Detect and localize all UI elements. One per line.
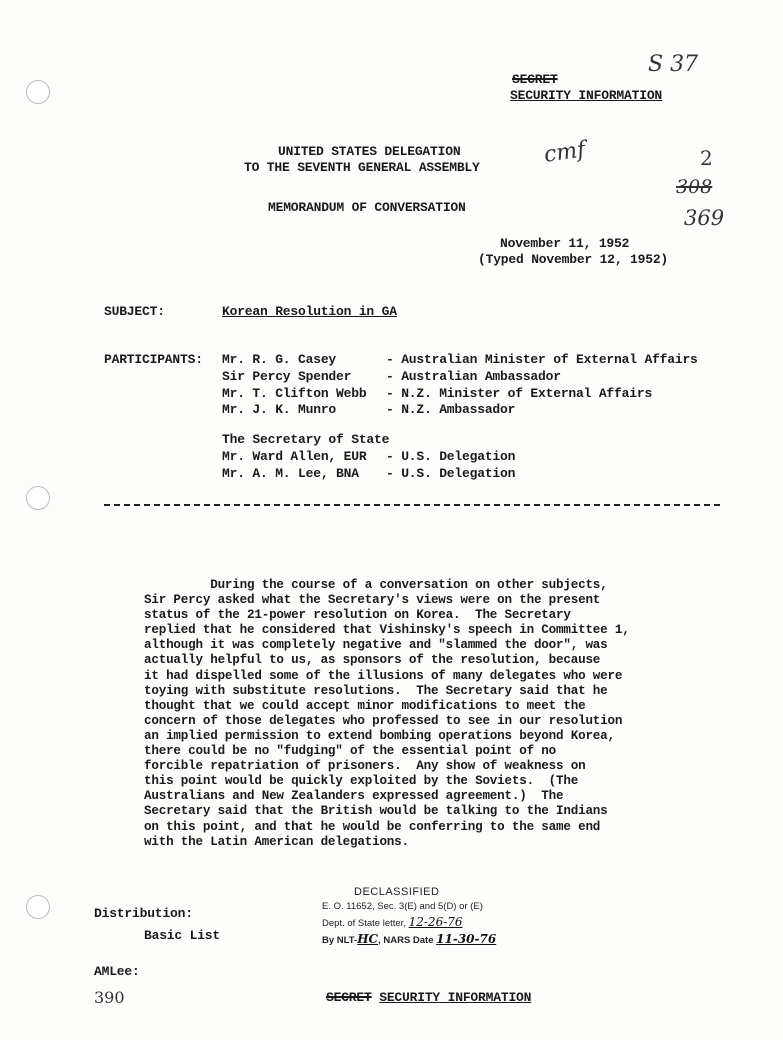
handwritten-number-2: 2 xyxy=(700,146,713,170)
stamp-line-nlt xyxy=(322,932,542,946)
stamp-letter-date: 12-26-76 xyxy=(408,915,463,929)
separator-dashed-line xyxy=(104,504,720,506)
body-line: there could be no "fudging" of the essential point of no xyxy=(144,744,557,759)
body-line: an implied permission to extend bombing operations beyond Korea, xyxy=(144,728,615,743)
handwritten-number-369: 369 xyxy=(684,206,725,230)
body-line: with the Latin American delegations. xyxy=(144,834,409,849)
participant-name: Mr. J. K. Munro xyxy=(222,402,337,417)
participant-role: - N.Z. Minister of External Affairs xyxy=(386,386,653,401)
declassification-stamp xyxy=(322,886,542,949)
memo-typed-date: (Typed November 12, 1952) xyxy=(478,252,669,267)
participants-label: PARTICIPANTS: xyxy=(104,352,203,367)
body-line: During the course of a conversation on other subjects, xyxy=(144,578,608,592)
body-line: status of the 21-power resolution on Korea. The Secretary xyxy=(144,608,571,623)
classification-bottom xyxy=(326,990,531,1005)
drafter-initials: AMLee: xyxy=(94,964,140,979)
participant-name: Mr. Ward Allen, EUR xyxy=(222,449,367,464)
body-line: although it was completely negative and "slammed the door", was xyxy=(144,638,608,653)
subject-label: SUBJECT: xyxy=(104,304,165,319)
participants-group2-header: The Secretary of State xyxy=(222,432,390,447)
header-line-2: TO THE SEVENTH GENERAL ASSEMBLY xyxy=(244,160,480,175)
body-line: forcible repatriation of prisoners. Any show of weakness on xyxy=(144,759,586,774)
header-line-1: UNITED STATES DELEGATION xyxy=(278,144,461,159)
handwritten-number-s37: S 37 xyxy=(648,52,699,77)
body-line: toying with substitute resolutions. The Secretary said that he xyxy=(144,683,608,698)
body-line: on this point, and that he would be conferring to the same end xyxy=(144,819,601,834)
stamp-line-eo: E. O. 11652, Sec. 3(E) and 5(D) or (E) xyxy=(322,901,483,912)
body-line: Australians and New Zealanders expressed agreement.) The xyxy=(144,789,564,804)
participant-role: - Australian Minister of External Affairs xyxy=(386,352,698,367)
handwritten-number-308: 308 xyxy=(676,176,713,198)
participant-name: Mr. T. Clifton Webb xyxy=(222,386,367,401)
body-line: it had dispelled some of the illusions of many delegates who were xyxy=(144,668,623,683)
classification-bottom-label: SECURITY INFORMATION xyxy=(379,990,532,1005)
memo-body xyxy=(144,578,664,850)
body-line: concern of those delegates who professed to see in our resolution xyxy=(144,713,623,728)
punch-hole-middle xyxy=(26,486,50,510)
participant-name: Sir Percy Spender xyxy=(222,369,352,384)
stamp-line-letter xyxy=(322,915,542,929)
punch-hole-top xyxy=(26,80,50,104)
body-line: actually helpful to us, as sponsors of the resolution, because xyxy=(144,653,601,668)
subject-value: Korean Resolution in GA xyxy=(222,304,397,319)
body-line: thought that we could accept minor modifications to meet the xyxy=(144,698,586,713)
body-line: Sir Percy asked what the Secretary's views were on the present xyxy=(144,593,601,608)
classification-top-struck: SECRET xyxy=(512,72,558,87)
stamp-nars-date: 11-30-76 xyxy=(436,932,497,946)
body-line: this point would be quickly exploited by the Soviets. (The xyxy=(144,774,579,789)
participant-role: - Australian Ambassador xyxy=(386,369,561,384)
distribution-label: Distribution: xyxy=(94,906,193,921)
participant-role: - N.Z. Ambassador xyxy=(386,402,516,417)
stamp-title: DECLASSIFIED xyxy=(354,886,440,898)
handwritten-note-cmf: cmf xyxy=(542,137,587,168)
distribution-value: Basic List xyxy=(144,928,221,943)
participant-name: Mr. R. G. Casey xyxy=(222,352,337,367)
memo-date: November 11, 1952 xyxy=(500,236,630,251)
body-line: replied that he considered that Vishinsky's speech in Committee 1, xyxy=(144,623,630,638)
stamp-letter-prefix: Dept. of State letter, xyxy=(322,918,406,929)
body-line: Secretary said that the British would be talking to the Indians xyxy=(144,804,608,819)
stamp-nlt-initials: HC xyxy=(357,932,379,946)
classification-bottom-struck: SECRET xyxy=(326,990,372,1005)
classification-top-label: SECURITY INFORMATION xyxy=(510,88,663,103)
participant-name: Mr. A. M. Lee, BNA xyxy=(222,466,359,481)
handwritten-number-390: 390 xyxy=(94,988,125,1007)
participant-row xyxy=(222,352,336,367)
stamp-nlt-prefix: By NLT- xyxy=(322,935,358,946)
memo-title: MEMORANDUM OF CONVERSATION xyxy=(268,200,466,215)
participant-role: - U.S. Delegation xyxy=(386,466,516,481)
punch-hole-bottom xyxy=(26,895,50,919)
stamp-nars-label: , NARS Date xyxy=(378,935,434,946)
participant-role: - U.S. Delegation xyxy=(386,449,516,464)
